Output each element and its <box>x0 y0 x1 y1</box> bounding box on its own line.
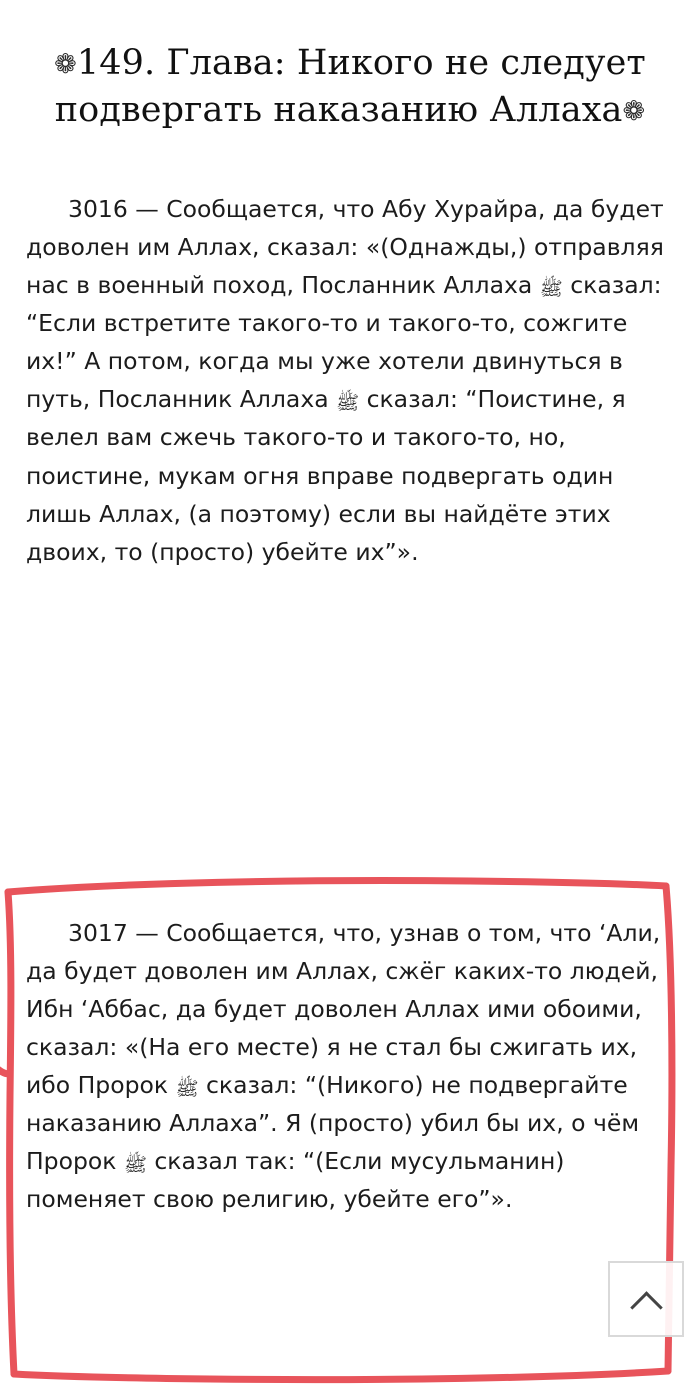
chapter-title-text: 149. Глава: Никого не следует подвергать наказанию Аллаха <box>54 43 646 130</box>
sallallahu-alayhi-wasallam-icon: ﷺ <box>123 1154 147 1177</box>
hadith-3017-text-2: сказал: “(Никого) не подвергайте наказанию Аллаха”. Я (просто) убил бы их, о чём Пророк <box>26 1071 640 1176</box>
sallallahu-alayhi-wasallam-icon: ﷺ <box>175 1078 199 1101</box>
page-title <box>26 40 674 133</box>
ornament-right-icon: ❁ <box>622 95 646 127</box>
highlighted-content <box>26 914 674 1219</box>
sallallahu-alayhi-wasallam-icon: ﷺ <box>336 392 360 415</box>
document-page <box>0 40 700 1389</box>
hadith-3017-text-1: 3017 — Сообщается, что, узнав о том, что ‘Али, да будет доволен им Аллах, сжёг каких-то людей, Ибн ‘Аббас, да будет доволен Аллах ими обоими, сказал: «(На его месте) я не стал бы сжигать их, ибо Пророк <box>26 919 661 1100</box>
hadith-3016-text-1: 3016 — Сообщается, что Абу Хурайра, да будет доволен им Аллах, сказал: «(Однажды,) отправляя нас в военный поход, Посланник Аллаха <box>26 195 664 300</box>
ornament-left-icon: ❁ <box>54 49 77 80</box>
hadith-3016-text-3: сказал: “Поистине, я велел вам сжечь такого-то и такого-то, но, поистине, мукам огня вправе подвергать один лишь Аллах, (а поэтому) если вы найдёте этих двоих, то (просто) убейте их”». <box>26 385 626 566</box>
hadith-3017-text-3: сказал так: “(Если мусульманин) поменяет свою религию, убейте его”». <box>26 1147 565 1214</box>
hadith-paragraph-3016 <box>26 190 674 571</box>
back-to-top-button[interactable] <box>608 1261 684 1337</box>
annotation-highlight-region <box>0 866 700 1389</box>
chevron-up-icon <box>631 1284 661 1314</box>
sallallahu-alayhi-wasallam-icon: ﷺ <box>539 278 563 301</box>
hadith-3016-text-2: сказал: “Если встретите такого-то и такого-то, сожгите их!” А потом, когда мы уже хотели двинуться в путь, Посланник Аллаха <box>26 271 662 414</box>
hadith-paragraph-3017 <box>26 914 674 1219</box>
